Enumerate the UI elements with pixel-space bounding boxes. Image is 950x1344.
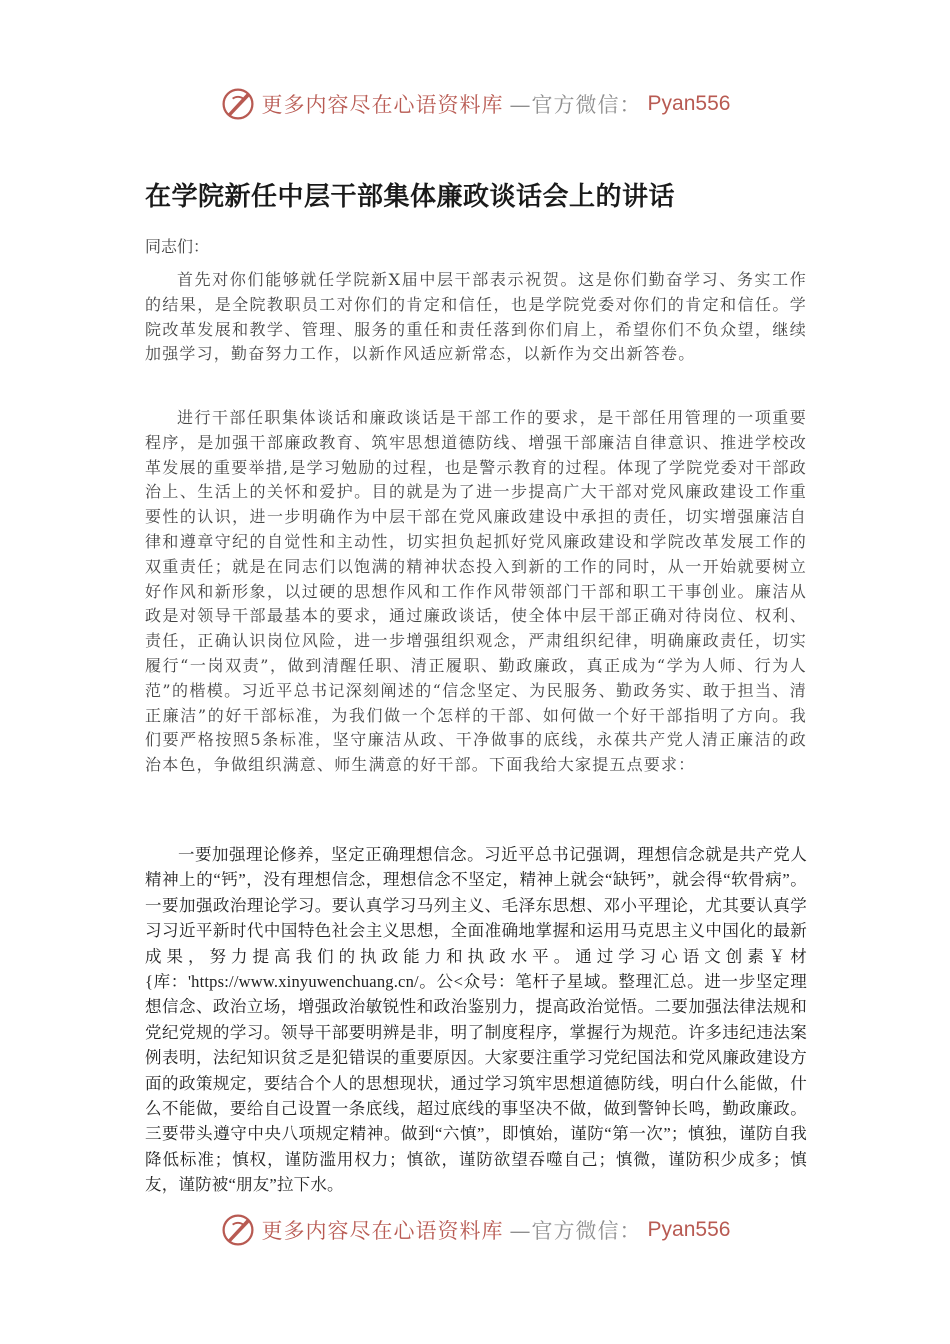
header-banner-wechat-id: Pyan556 bbox=[647, 92, 731, 115]
paragraph-1: 首先对你们能够就任学院新X届中层干部表示祝贺。这是你们勤奋学习、务实工作的结果，是全院教职员工对你们的肯定和信任，也是学院党委对你们的肯定和信任。学院改革发展和教学、管理、服务的重任和责任落到你们肩上，希望你们不负众望，继续加强学习，勤奋努力工作，以新作风适应新常态，以新作为交出新答卷。 bbox=[145, 270, 807, 364]
paragraph-2: 进行干部任职集体谈话和廉政谈话是干部工作的要求，是干部任用管理的一项重要程序，是加强干部廉政教育、筑牢思想道德防线、增强干部廉洁自律意识、推进学校改革发展的重要举措,是学习勉励的过程，也是警示教育的过程。体现了学院党委对干部政治上、生活上的关怀和爱护。目的就是为了进一步提高广大干部对党风廉政建设工作重要性的认识，进一步明确作为中层干部在党风廉政建设中承担的责任，切实增强廉洁自律和遵章守纪的自觉性和主动性，切实担负起抓好党风廉政建设和学院改革发展工作的双重责任；就是在同志们以饱满的精神状态投入到新的工作的同时，从一开始就要树立好作风和新形象，以过硬的思想作风和工作作风带领部门干部和职工干事创业。廉洁从政是对领导干部最基本的要求，通过廉政谈话，使全体中层干部正确对待岗位、权利、责任，正确认识岗位风险，进一步增强组织观念，严肃组织纪律，明确廉政责任，切实履行“一岗双责”，做到清醒任职、清正履职、勤政廉政，真正成为“学为人师、行为人范”的楷模。习近平总书记深刻阐述的“信念坚定、为民服务、勤政务实、敢于担当、清正廉洁”的好干部标准，为我们做一个怎样的干部、如何做一个好干部指明了方向。我们要严格按照5条标准，坚守廉洁从政、干净做事的底线，永葆共产党人清正廉洁的政治本色，争做组织满意、师生满意的好干部。下面我给大家提五点要求： bbox=[145, 408, 807, 775]
salutation: 同志们： bbox=[145, 237, 210, 256]
header-banner bbox=[0, 82, 950, 126]
footer-banner-label: —官方微信： bbox=[509, 1219, 642, 1243]
quill-logo-icon bbox=[220, 86, 256, 122]
paragraph-3: 一要加强理论修养，坚定正确理想信念。习近平总书记强调，理想信念就是共产党人精神上的“钙”，没有理想信念，理想信念不坚定，精神上就会“缺钙”，就会得“软骨病”。一要加强政治理论学习。要认真学习马列主义、毛泽东思想、邓小平理论，尤其要认真学习习近平新时代中国特色社会主义思想，全面准确地掌握和运用马克思主义中国化的最新成果，努力提高我们的执政能力和执政水平。通过学习心语文创素￥材{库：'https://www.xinyuwenchuang.cn/。公<众号：笔杆子星域。整理汇总。进一步坚定理想信念、政治立场，增强政治敏锐性和政治鉴别力，提高政治觉悟。二要加强法律法规和党纪党规的学习。领导干部要明辨是非，明了制度程序，掌握行为规范。许多违纪违法案例表明，法纪知识贫乏是犯错误的重要原因。大家要注重学习党纪国法和党风廉政建设方面的政策规定，要结合个人的思想现状，通过学习筑牢思想道德防线，明白什么能做，什么不能做，要给自己设置一条底线，超过底线的事坚决不做，做到警钟长鸣，勤政廉政。三要带头遵守中央八项规定精神。做到“六慎”，即慎始，谨防“第一次”；慎独，谨防自我降低标准；慎权，谨防滥用权力；慎欲，谨防欲望吞噬自己；慎微，谨防积少成多；慎友，谨防被“朋友”拉下水。 bbox=[145, 845, 807, 1195]
header-banner-title: 更多内容尽在心语资料库 bbox=[261, 93, 504, 117]
footer-banner-title: 更多内容尽在心语资料库 bbox=[261, 1219, 504, 1243]
quill-logo-icon bbox=[220, 1212, 256, 1248]
footer-banner bbox=[0, 1208, 950, 1252]
footer-banner-wechat-id: Pyan556 bbox=[647, 1218, 731, 1241]
header-banner-label: —官方微信： bbox=[509, 93, 642, 117]
document-title: 在学院新任中层干部集体廉政谈话会上的讲话 bbox=[145, 182, 676, 212]
